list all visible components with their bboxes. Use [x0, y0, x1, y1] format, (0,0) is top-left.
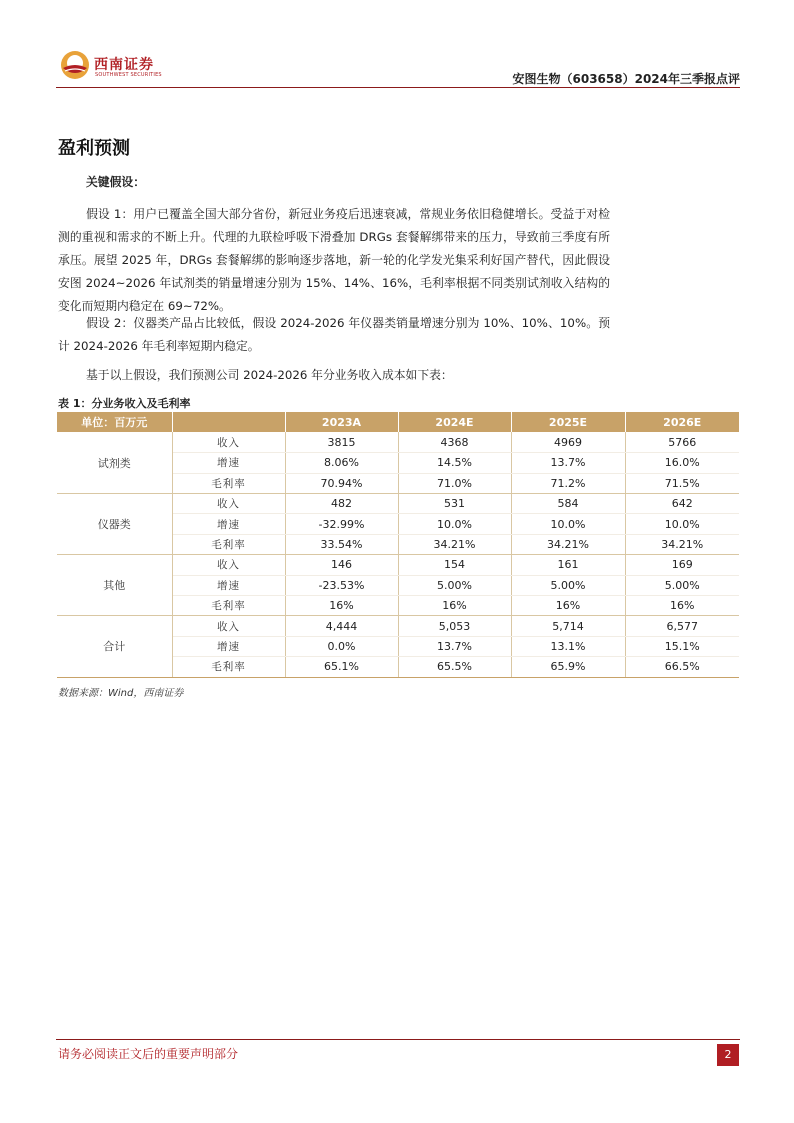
page-header	[56, 44, 740, 90]
value-cell: 8.06%	[285, 453, 398, 473]
value-cell: 34.21%	[398, 534, 511, 554]
header-cell: 2024E	[398, 412, 511, 432]
metric-cell: 毛利率	[172, 596, 285, 616]
metric-cell: 收入	[172, 494, 285, 514]
value-cell: 13.7%	[398, 636, 511, 656]
value-cell: 16.0%	[625, 453, 739, 473]
value-cell: 16%	[625, 596, 739, 616]
value-cell: 34.21%	[511, 534, 625, 554]
value-cell: 70.94%	[285, 473, 398, 493]
value-cell: 71.5%	[625, 473, 739, 493]
value-cell: 4,444	[285, 616, 398, 636]
value-cell: 14.5%	[398, 453, 511, 473]
table-row	[57, 616, 739, 636]
value-cell: 161	[511, 555, 625, 575]
header-cell: 2023A	[285, 412, 398, 432]
assumption-2-paragraph: 假设 2：仪器类产品占比较低，假设 2024-2026 年仪器类销量增速分别为 10%、10%、10%。预计 2024-2026 年毛利率短期内稳定。	[58, 316, 610, 353]
header-cell: 2025E	[511, 412, 625, 432]
table-header-row	[57, 412, 739, 432]
value-cell: 5.00%	[625, 575, 739, 595]
value-cell: 13.1%	[511, 636, 625, 656]
metric-cell: 收入	[172, 555, 285, 575]
metric-cell: 毛利率	[172, 657, 285, 677]
data-source-note: 数据来源：Wind，西南证券	[58, 688, 184, 699]
metric-cell: 增速	[172, 453, 285, 473]
value-cell: 5,714	[511, 616, 625, 636]
value-cell: 5766	[625, 432, 739, 452]
header-cell: 2026E	[625, 412, 739, 432]
revenue-margin-table	[57, 412, 739, 678]
header-cell: 单位：百万元	[57, 412, 172, 432]
assumption-1-paragraph: 假设 1：用户已覆盖全国大部分省份，新冠业务疫后迅速衰减，常规业务依旧稳健增长。受益于对检测的重视和需求的不断上升。代理的九联检呼吸下滑叠加 DRGs 套餐解绑带来的压力，导致前三季度有所承压。展望 2025 年，DRGs 套餐解绑的影响逐步落地，新一轮的化学发光集采利好国产替代，因此假设安图 2024~2026 年试剂类的销量增速分别为 15%、14%、16%，毛利率根据不同类别试剂收入结构的变化而短期内稳定在 69~72%。	[58, 207, 610, 313]
value-cell: 642	[625, 494, 739, 514]
category-cell: 仪器类	[57, 494, 172, 555]
value-cell: 34.21%	[625, 534, 739, 554]
value-cell: 154	[398, 555, 511, 575]
header-cell	[172, 412, 285, 432]
value-cell: 65.5%	[398, 657, 511, 677]
metric-cell: 收入	[172, 616, 285, 636]
value-cell: 65.1%	[285, 657, 398, 677]
metric-cell: 增速	[172, 514, 285, 534]
value-cell: 6,577	[625, 616, 739, 636]
metric-cell: 增速	[172, 575, 285, 595]
value-cell: 5.00%	[398, 575, 511, 595]
sun-logo-icon	[60, 50, 90, 80]
value-cell: 15.1%	[625, 636, 739, 656]
value-cell: 0.0%	[285, 636, 398, 656]
value-cell: 3815	[285, 432, 398, 452]
logo-chinese-name: 西南证券	[94, 57, 154, 73]
value-cell: 65.9%	[511, 657, 625, 677]
logo-english-name: SOUTHWEST SECURITIES	[95, 72, 162, 78]
page-number: 2	[717, 1044, 739, 1066]
value-cell: 13.7%	[511, 453, 625, 473]
value-cell: 4969	[511, 432, 625, 452]
company-logo	[56, 48, 216, 86]
value-cell: 66.5%	[625, 657, 739, 677]
value-cell: 71.0%	[398, 473, 511, 493]
value-cell: 16%	[398, 596, 511, 616]
metric-cell: 毛利率	[172, 473, 285, 493]
value-cell: 16%	[511, 596, 625, 616]
category-cell: 试剂类	[57, 432, 172, 493]
value-cell: 10.0%	[511, 514, 625, 534]
table-row	[57, 432, 739, 452]
value-cell: 10.0%	[625, 514, 739, 534]
value-cell: 169	[625, 555, 739, 575]
table-caption: 表 1：分业务收入及毛利率	[58, 397, 191, 410]
report-title: 安图生物（603658）2024年三季报点评	[512, 72, 740, 86]
key-assumptions-heading: 关键假设：	[86, 175, 145, 189]
footer-divider	[56, 1039, 740, 1040]
value-cell: 482	[285, 494, 398, 514]
metric-cell: 增速	[172, 636, 285, 656]
metric-cell: 毛利率	[172, 534, 285, 554]
footer-disclaimer: 请务必阅读正文后的重要声明部分	[58, 1047, 239, 1061]
section-title: 盈利预测	[58, 138, 130, 159]
value-cell: -23.53%	[285, 575, 398, 595]
value-cell: 33.54%	[285, 534, 398, 554]
value-cell: 10.0%	[398, 514, 511, 534]
value-cell: 531	[398, 494, 511, 514]
category-cell: 合计	[57, 616, 172, 677]
table-row	[57, 555, 739, 575]
value-cell: 71.2%	[511, 473, 625, 493]
value-cell: 5,053	[398, 616, 511, 636]
table-row	[57, 494, 739, 514]
metric-cell: 收入	[172, 432, 285, 452]
category-cell: 其他	[57, 555, 172, 616]
value-cell: 5.00%	[511, 575, 625, 595]
value-cell: 16%	[285, 596, 398, 616]
header-divider	[56, 87, 740, 88]
value-cell: 146	[285, 555, 398, 575]
value-cell: 584	[511, 494, 625, 514]
forecast-intro-paragraph: 基于以上假设，我们预测公司 2024-2026 年分业务收入成本如下表：	[86, 368, 453, 382]
value-cell: 4368	[398, 432, 511, 452]
value-cell: -32.99%	[285, 514, 398, 534]
